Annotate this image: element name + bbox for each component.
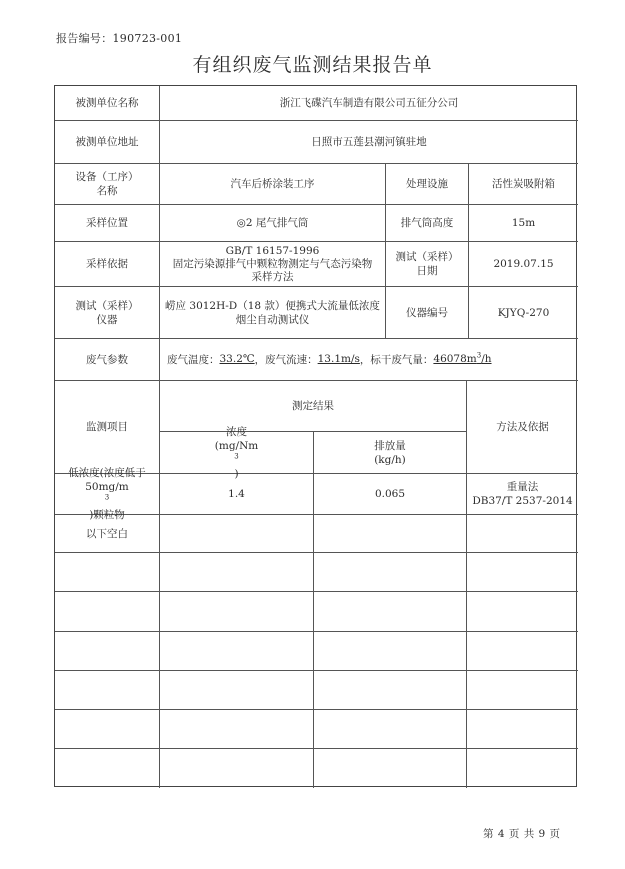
test-date-label: 测试（采样） 日期 xyxy=(395,251,459,277)
equipment-label: 设备（工序） 名称 xyxy=(75,171,139,197)
monitoring-item: 低浓度(浓度低于 50mg/m $^3$ )颗粒物 xyxy=(68,467,146,521)
emission-value: 0.065 xyxy=(374,488,406,500)
instrument-no-value: KJYQ-270 xyxy=(497,306,550,319)
stack-height-label: 排气筒高度 xyxy=(400,217,454,229)
gas-params-value: 废气温度： 33.2℃ ，废气流速： 13.1m/s ，标干废气量： $46078m^3/h$ xyxy=(167,351,492,366)
instrument-no-label: 仪器编号 xyxy=(406,306,448,319)
equipment-value: 汽车后桥涂装工序 xyxy=(230,178,315,190)
stack-height-value: 15m xyxy=(511,217,536,229)
unit-name-label: 被测单位名称 xyxy=(75,97,139,109)
emission-header: 排放量 (kg/h) xyxy=(374,439,406,466)
measured-results-header: 测定结果 xyxy=(292,400,334,412)
treatment-value: 活性炭吸附箱 xyxy=(492,178,555,190)
concentration-value: 1.4 xyxy=(228,488,245,500)
page-title: 有组织废气监测结果报告单 xyxy=(192,54,433,76)
report-table xyxy=(54,85,577,787)
gas-velocity: 13.1m/s xyxy=(317,353,360,365)
unit-name-value: 浙江飞碟汽车制造有限公司五征分公司 xyxy=(279,97,459,109)
gas-volume: $46078m^3/h$ xyxy=(433,351,492,365)
report-number: 报告编号：190723-001 xyxy=(56,32,183,45)
test-date-value: 2019.07.15 xyxy=(493,258,554,270)
method-header: 方法及依据 xyxy=(496,421,549,433)
method-value: 重量法 DB37/T 2537-2014 xyxy=(472,481,573,507)
unit-address-value: 日照市五莲县潮河镇驻地 xyxy=(311,136,427,148)
instrument-label: 测试（采样） 仪器 xyxy=(75,299,139,326)
sampling-basis-value: GB/T 16157-1996 固定污染源排气中颗粒物测定与气态污染物 采样方法 xyxy=(172,244,373,283)
instrument-value: 崂应 3012H-D（18 款）便携式大流量低浓度 烟尘自动测试仪 xyxy=(165,299,380,326)
sampling-position-label: 采样位置 xyxy=(86,217,128,229)
gas-temperature: 33.2℃ xyxy=(219,353,255,365)
monitoring-item-header: 监测项目 xyxy=(86,421,128,433)
unit-address-label: 被测单位地址 xyxy=(75,136,139,148)
gas-params-label: 废气参数 xyxy=(86,353,128,366)
concentration-header: 浓度 (mg/Nm $^3$ ) xyxy=(214,425,259,480)
sampling-position-value: ◎2 尾气排气筒 xyxy=(236,217,309,229)
treatment-label: 处理设施 xyxy=(406,178,448,190)
page-number: 第 4 页 共 9 页 xyxy=(483,828,561,840)
sampling-basis-label: 采样依据 xyxy=(86,258,128,270)
blank-note: 以下空白 xyxy=(86,527,128,540)
